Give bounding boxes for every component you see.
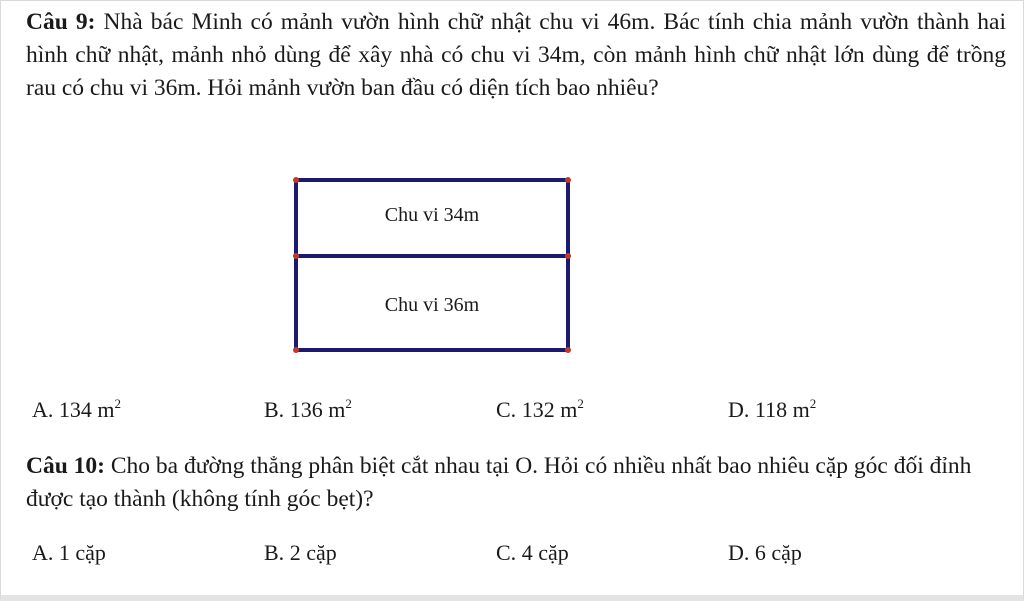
diagram-bottom-label: Chu vi 36m bbox=[384, 294, 480, 316]
option-value: 6 cặp bbox=[754, 540, 802, 565]
vertex-point bbox=[293, 177, 299, 183]
option-letter: C. bbox=[496, 397, 517, 422]
option-value: 4 cặp bbox=[521, 540, 569, 565]
vertex-point bbox=[565, 177, 571, 183]
option-a[interactable] bbox=[32, 396, 264, 423]
option-exponent: 2 bbox=[577, 396, 584, 411]
option-value: 134 m bbox=[58, 397, 115, 422]
vertex-point bbox=[565, 347, 571, 353]
option-value: 1 cặp bbox=[58, 540, 106, 565]
question-10-label: Câu 10: bbox=[26, 453, 105, 479]
option-value: 132 m bbox=[521, 397, 578, 422]
question-10-body: Cho ba đường thẳng phân biệt cắt nhau tại O. Hỏi có nhiều nhất bao nhiêu cặp góc đối đỉnh được tạo thành (không tính góc bẹt)? bbox=[26, 453, 972, 512]
option-c[interactable] bbox=[496, 540, 728, 566]
question-9-label: Câu 9: bbox=[26, 9, 96, 35]
diagram-top-label: Chu vi 34m bbox=[384, 204, 480, 226]
option-d[interactable] bbox=[728, 540, 960, 566]
vertex-point bbox=[565, 253, 571, 259]
option-letter: A. bbox=[32, 397, 54, 422]
question-9-options bbox=[32, 396, 992, 423]
vertex-point bbox=[293, 253, 299, 259]
option-exponent: 2 bbox=[114, 396, 122, 411]
garden-diagram-svg bbox=[288, 174, 578, 358]
question-10-text bbox=[26, 450, 1006, 516]
garden-diagram bbox=[288, 174, 578, 358]
question-9-text bbox=[26, 6, 1006, 105]
option-letter: D. bbox=[728, 397, 750, 422]
option-value: 118 m bbox=[754, 397, 810, 422]
option-b[interactable] bbox=[264, 540, 496, 566]
question-9-body: Nhà bác Minh có mảnh vườn hình chữ nhật chu vi 46m. Bác tính chia mảnh vườn thành hai hình chữ nhật, mảnh nhỏ dùng để xây nhà có chu vi 34m, còn mảnh hình chữ nhật lớn dùng để trồng rau có chu vi 36m. Hỏi mảnh vườn ban đầu có diện tích bao nhiêu? bbox=[26, 9, 1006, 101]
option-c[interactable] bbox=[496, 396, 728, 423]
option-letter: D. bbox=[728, 540, 750, 565]
option-letter: C. bbox=[496, 540, 517, 565]
option-value: 2 cặp bbox=[289, 540, 337, 565]
option-b[interactable] bbox=[264, 396, 496, 423]
option-exponent: 2 bbox=[809, 396, 817, 411]
question-10-options bbox=[32, 540, 992, 566]
option-a[interactable] bbox=[32, 540, 264, 566]
vertex-point bbox=[293, 347, 299, 353]
option-letter: B. bbox=[264, 397, 285, 422]
option-d[interactable] bbox=[728, 396, 960, 423]
option-letter: B. bbox=[264, 540, 285, 565]
option-value: 136 m bbox=[289, 397, 346, 422]
option-exponent: 2 bbox=[345, 396, 352, 411]
option-letter: A. bbox=[32, 540, 54, 565]
